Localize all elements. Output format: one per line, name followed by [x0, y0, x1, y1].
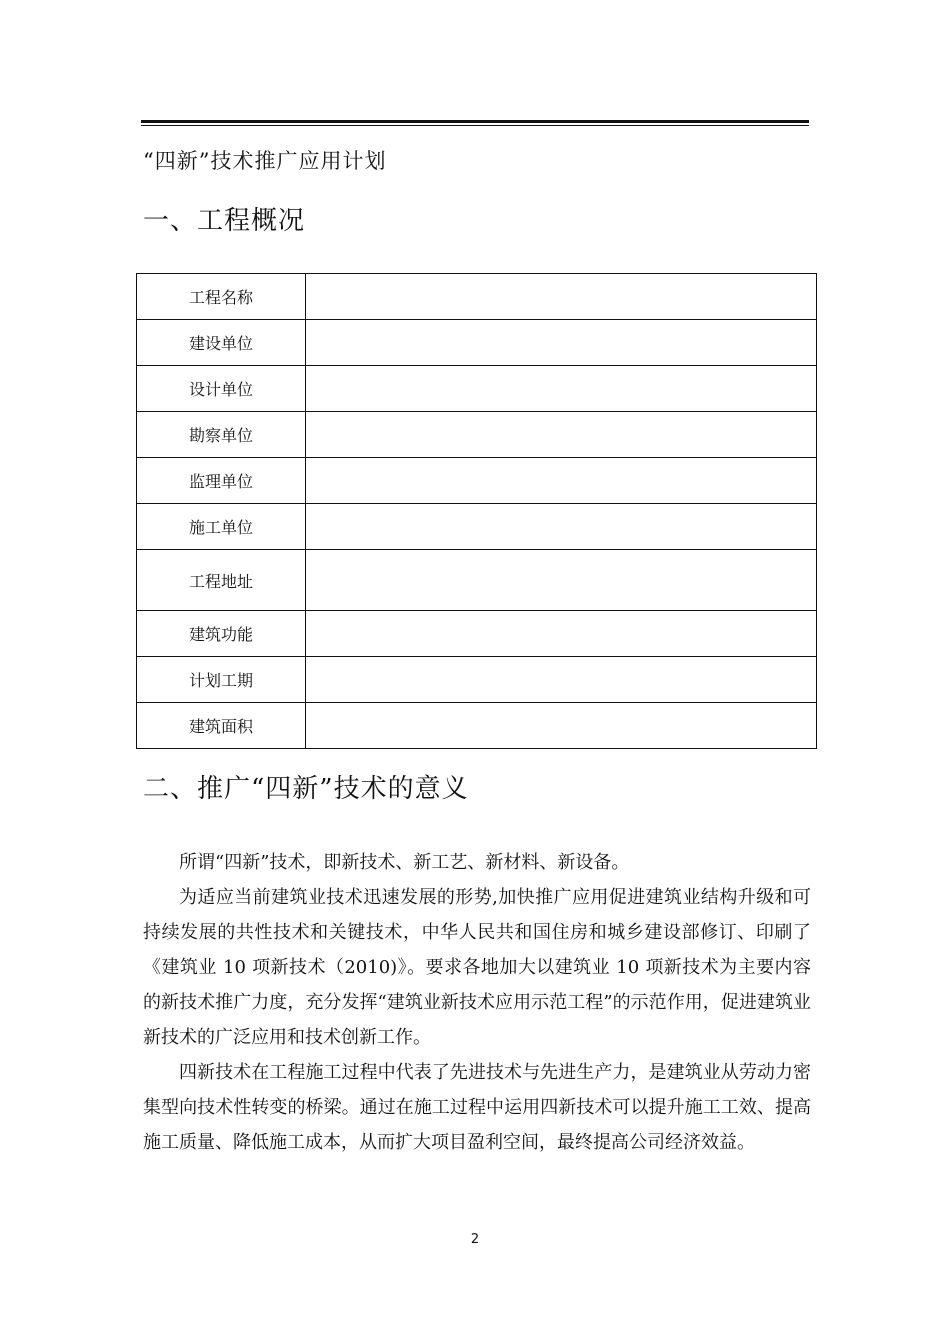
table-label-contractor: 施工单位	[137, 504, 306, 550]
table-row	[137, 320, 817, 366]
table-value-designer	[306, 366, 817, 412]
table-row	[137, 611, 817, 657]
section-heading-overview: 一、工程概况	[143, 206, 306, 236]
table-value-schedule	[306, 657, 817, 703]
table-label-owner: 建设单位	[137, 320, 306, 366]
table-row	[137, 703, 817, 749]
table-value-floor-area	[306, 703, 817, 749]
table-value-owner	[306, 320, 817, 366]
table-label-surveyor: 勘察单位	[137, 412, 306, 458]
document-title: “四新”技术推广应用计划	[143, 149, 387, 173]
body-text	[143, 845, 811, 1160]
header-rule-thick	[141, 120, 809, 123]
table-value-contractor	[306, 504, 817, 550]
table-value-project-name	[306, 274, 817, 320]
project-overview-table	[136, 273, 817, 749]
table-row	[137, 274, 817, 320]
table-value-supervisor	[306, 458, 817, 504]
header-rule-thin	[141, 125, 809, 126]
table-row	[137, 504, 817, 550]
table-label-address: 工程地址	[137, 550, 306, 611]
table-row	[137, 458, 817, 504]
table-label-project-name: 工程名称	[137, 274, 306, 320]
page-number: 2	[470, 1232, 480, 1247]
section-heading-significance: 二、推广“四新”技术的意义	[143, 774, 469, 804]
table-label-supervisor: 监理单位	[137, 458, 306, 504]
paragraph: 四新技术在工程施工过程中代表了先进技术与先进生产力，是建筑业从劳动力密集型向技术性转变的桥梁。通过在施工过程中运用四新技术可以提升施工工效、提高施工质量、降低施工成本，从而扩大项目盈利空间，最终提高公司经济效益。	[143, 1062, 811, 1153]
table-label-floor-area: 建筑面积	[137, 703, 306, 749]
table-label-designer: 设计单位	[137, 366, 306, 412]
table-label-function: 建筑功能	[137, 611, 306, 657]
table-value-address	[306, 550, 817, 611]
table-value-function	[306, 611, 817, 657]
table-row	[137, 412, 817, 458]
table-row	[137, 366, 817, 412]
table-row	[137, 657, 817, 703]
table-row	[137, 550, 817, 611]
table-value-surveyor	[306, 412, 817, 458]
paragraph: 为适应当前建筑业技术迅速发展的形势,加快推广应用促进建筑业结构升级和可持续发展的共性技术和关键技术，中华人民共和国住房和城乡建设部修订、印刷了《建筑业 10 项新技术（2010)》。要求各地加大以建筑业 10 项新技术为主要内容的新技术推广力度，充分发挥“建筑业新技术应用示范工程”的示范作用，促进建筑业新技术的广泛应用和技术创新工作。	[143, 887, 811, 1048]
table-label-schedule: 计划工期	[137, 657, 306, 703]
paragraph: 所谓“四新”技术，即新技术、新工艺、新材料、新设备。	[179, 852, 630, 873]
